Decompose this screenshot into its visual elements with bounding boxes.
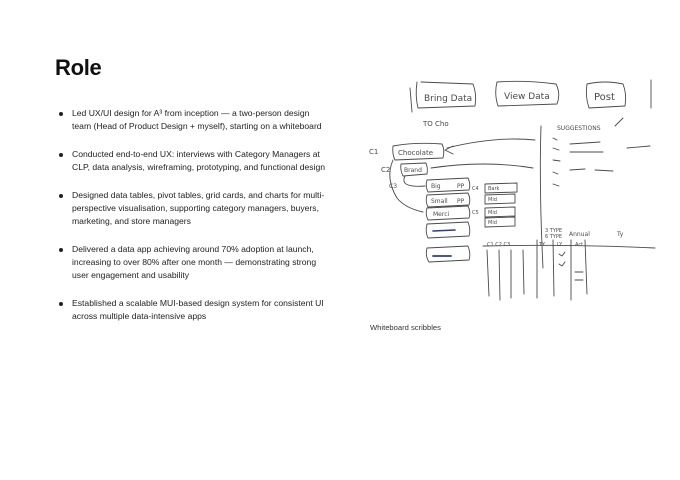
bring-data-label: Bring Data	[424, 94, 473, 104]
suggestions-label: SUGGESTIONS	[557, 125, 601, 132]
c3-label: C3	[389, 183, 398, 190]
bullet-item: Established a scalable MUI-based design system for consistent UI across multiple data-intensive apps	[58, 297, 328, 323]
page-title: Role	[55, 55, 102, 80]
table-header: LY	[557, 242, 563, 248]
c5-label: C5	[472, 210, 479, 216]
post-label: Post	[594, 92, 615, 103]
brand-label: Brand	[404, 167, 422, 174]
note-label: Annual	[569, 231, 590, 238]
size-label: Mid	[488, 220, 497, 226]
whiteboard-image	[365, 68, 665, 308]
bullet-item: Delivered a data app achieving around 70% adoption at launch, increasing to over 80% after one month — demonstrating strong user engagement and usability	[58, 243, 328, 282]
pp-label: PP	[457, 183, 465, 190]
image-caption: Whiteboard scribbles	[370, 323, 441, 332]
small-label: Small	[431, 198, 448, 205]
bullet-item: Conducted end-to-end UX: interviews with Category Managers at CLP, data analysis, wireframing, prototyping, and functional design	[58, 148, 328, 174]
size-label: Bark	[488, 186, 500, 192]
whiteboard-sketch	[365, 68, 665, 308]
note-label: 3 TYPE	[545, 228, 563, 234]
c4-label: C4	[472, 186, 479, 192]
chocolate-label: Chocolate	[398, 149, 434, 157]
big-label: Big	[431, 183, 441, 190]
size-label: Mid	[488, 197, 497, 203]
view-data-label: View Data	[504, 92, 550, 102]
bullet-item: Led UX/UI design for A³ from inception — a two-person design team (Head of Product Design + myself), starting on a whiteboard	[58, 107, 328, 133]
pp-label: PP	[457, 198, 465, 205]
c2-label: C2	[381, 166, 391, 174]
merci-label: Merci	[433, 211, 450, 218]
role-bullet-list	[58, 107, 328, 338]
note-label: Ty	[617, 231, 624, 238]
c1-label: C1	[369, 148, 379, 156]
table-header: C1 C2 C3	[487, 242, 511, 248]
table-header: Act	[575, 242, 584, 248]
size-label: Mid	[488, 210, 497, 216]
to-cho-label: TO Cho	[423, 120, 449, 128]
table-header: TY	[539, 242, 546, 248]
bullet-item: Designed data tables, pivot tables, grid cards, and charts for multi-perspective visualisation, supporting category managers, buyers, marketing, and store managers	[58, 189, 328, 228]
note-label: 6 TYPE	[545, 234, 563, 240]
